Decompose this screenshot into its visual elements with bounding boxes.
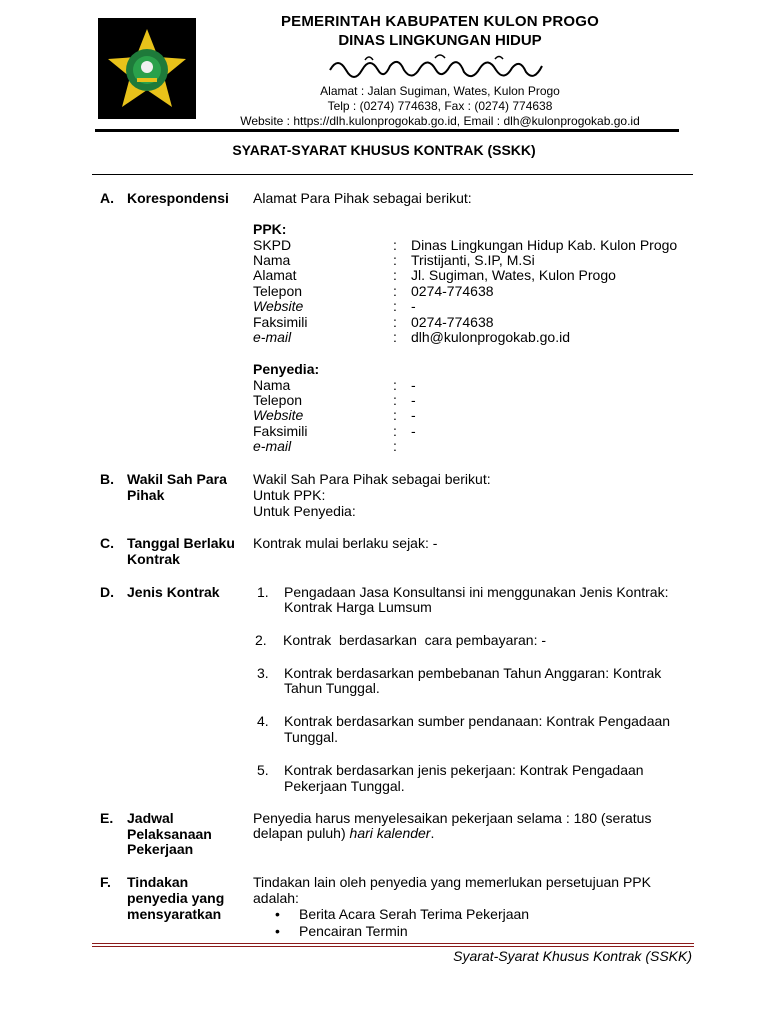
- ppk-value: Jl. Sugiman, Wates, Kulon Progo: [411, 267, 616, 283]
- ppk-value: -: [411, 298, 416, 314]
- section-e-line-1: Penyedia harus menyelesaikan pekerjaan selama : 180 (seratus: [253, 810, 652, 826]
- penyedia-colon: :: [393, 423, 397, 439]
- ppk-colon: :: [393, 298, 397, 314]
- letterhead: [230, 12, 650, 129]
- penyedia-colon: :: [393, 407, 397, 423]
- penyedia-label: Website: [253, 407, 304, 423]
- section-e-name-2: Pelaksanaan: [127, 826, 212, 842]
- bullet-item: Pencairan Termin: [299, 923, 408, 939]
- bullet-icon: •: [275, 906, 280, 922]
- list-number: 5.: [257, 762, 269, 778]
- penyedia-colon: :: [393, 377, 397, 393]
- ppk-value: Tristijanti, S.IP, M.Si: [411, 252, 535, 268]
- penyedia-value: -: [411, 407, 416, 423]
- penyedia-colon: :: [393, 392, 397, 408]
- ppk-colon: :: [393, 283, 397, 299]
- list-item-line-2: Kontrak Harga Lumsum: [284, 599, 432, 615]
- coat-of-arms-icon: [102, 23, 192, 115]
- section-a-letter: A.: [100, 190, 114, 206]
- ppk-value: 0274-774638: [411, 314, 494, 330]
- section-e-line-2: [253, 826, 434, 842]
- list-number: 2.: [255, 632, 267, 648]
- list-number: 4.: [257, 713, 269, 729]
- penyedia-label: Faksimili: [253, 423, 308, 439]
- section-b-letter: B.: [100, 471, 114, 487]
- penyedia-colon: :: [393, 438, 397, 454]
- penyedia-value: -: [411, 392, 416, 408]
- list-number: 3.: [257, 665, 269, 681]
- bullet-icon: •: [275, 923, 280, 939]
- section-c-name-1: Tanggal Berlaku: [127, 535, 235, 551]
- ppk-colon: :: [393, 314, 397, 330]
- ppk-label: Alamat: [253, 267, 297, 283]
- section-e-italic: hari kalender: [349, 825, 431, 841]
- ppk-label: Faksimili: [253, 314, 308, 330]
- penyedia-heading: Penyedia:: [253, 361, 320, 377]
- ppk-colon: :: [393, 237, 397, 253]
- section-d-letter: D.: [100, 584, 114, 600]
- section-f-letter: F.: [100, 874, 111, 890]
- list-item-line-1: Kontrak berdasarkan cara pembayaran: -: [283, 632, 547, 648]
- list-item-line-2: Tunggal.: [284, 729, 338, 745]
- section-a-name: Korespondensi: [127, 190, 229, 206]
- list-item-line-2: Pekerjaan Tunggal.: [284, 778, 405, 794]
- penyedia-value: -: [411, 377, 416, 393]
- penyedia-label: Telepon: [253, 392, 303, 408]
- ppk-heading: PPK:: [253, 221, 287, 237]
- list-number: 1.: [257, 584, 269, 600]
- section-d-name: Jenis Kontrak: [127, 584, 220, 600]
- section-e-letter: E.: [100, 810, 114, 826]
- section-f-name-2: penyedia yang: [127, 890, 225, 906]
- regency-logo: [98, 18, 196, 119]
- government-name: PEMERINTAH KABUPATEN KULON PROGO: [280, 13, 600, 30]
- ppk-label: SKPD: [253, 237, 292, 253]
- footer-divider: [92, 946, 694, 947]
- ppk-label: Telepon: [253, 283, 303, 299]
- agency-name: DINAS LINGKUNGAN HIDUP: [338, 32, 542, 49]
- section-b-line-1: Wakil Sah Para Pihak sebagai berikut:: [253, 471, 491, 487]
- section-c-text: Kontrak mulai berlaku sejak: -: [253, 535, 438, 551]
- ppk-value: dlh@kulonprogokab.go.id: [411, 329, 570, 345]
- section-b-name-2: Pihak: [127, 487, 165, 503]
- section-e-line-2-text: delapan puluh): [253, 825, 350, 841]
- section-b-line-3: Untuk Penyedia:: [253, 503, 356, 519]
- title-divider: [92, 174, 693, 175]
- footer-title: Syarat-Syarat Khusus Kontrak (SSKK): [453, 948, 692, 964]
- list-item-line-1: Kontrak berdasarkan sumber pendanaan: Kontrak Pengadaan: [284, 713, 671, 729]
- javanese-script-logotype: [230, 50, 650, 84]
- section-f-name-1: Tindakan: [127, 874, 189, 890]
- ppk-label: Website: [253, 298, 304, 314]
- ppk-label: Nama: [253, 252, 291, 268]
- section-c-name-2: Kontrak: [127, 551, 180, 567]
- section-e-name-1: Jadwal: [127, 810, 174, 826]
- ppk-colon: :: [393, 329, 397, 345]
- section-e-name-3: Pekerjaan: [127, 841, 194, 857]
- list-item-line-1: Kontrak berdasarkan jenis pekerjaan: Kontrak Pengadaan: [284, 762, 644, 778]
- letterhead-divider: [95, 129, 679, 132]
- list-item-line-2: Tahun Tunggal.: [284, 680, 380, 696]
- list-item-line-1: Kontrak berdasarkan pembebanan Tahun Anggaran: Kontrak: [284, 665, 662, 681]
- document-title: SYARAT-SYARAT KHUSUS KONTRAK (SSKK): [232, 142, 536, 158]
- ppk-colon: :: [393, 252, 397, 268]
- penyedia-label: Nama: [253, 377, 291, 393]
- agency-web: Website : https://dlh.kulonprogokab.go.id, Email : dlh@kulonprogokab.go.id: [240, 114, 640, 128]
- ppk-colon: :: [393, 267, 397, 283]
- section-f-line-1: Tindakan lain oleh penyedia yang memerlukan persetujuan PPK: [253, 874, 651, 890]
- ppk-value: 0274-774638: [411, 283, 494, 299]
- footer-divider: [92, 943, 694, 944]
- section-b-line-2: Untuk PPK:: [253, 487, 326, 503]
- ppk-value: Dinas Lingkungan Hidup Kab. Kulon Progo: [411, 237, 678, 253]
- penyedia-value: -: [411, 423, 416, 439]
- bullet-item: Berita Acara Serah Terima Pekerjaan: [299, 906, 530, 922]
- agency-phone: Telp : (0274) 774638, Fax : (0274) 774638: [327, 99, 553, 113]
- agency-address: Alamat : Jalan Sugiman, Wates, Kulon Progo: [320, 84, 560, 98]
- section-e-period: .: [430, 825, 435, 841]
- ppk-label: e-mail: [253, 329, 292, 345]
- penyedia-label: e-mail: [253, 438, 292, 454]
- list-item-line-1: Pengadaan Jasa Konsultansi ini menggunakan Jenis Kontrak:: [284, 584, 669, 600]
- section-a-intro: Alamat Para Pihak sebagai berikut:: [253, 190, 472, 206]
- section-f-name-3: mensyaratkan: [127, 906, 222, 922]
- section-b-name-1: Wakil Sah Para: [127, 471, 227, 487]
- section-c-letter: C.: [100, 535, 114, 551]
- section-f-line-2: adalah:: [253, 890, 299, 906]
